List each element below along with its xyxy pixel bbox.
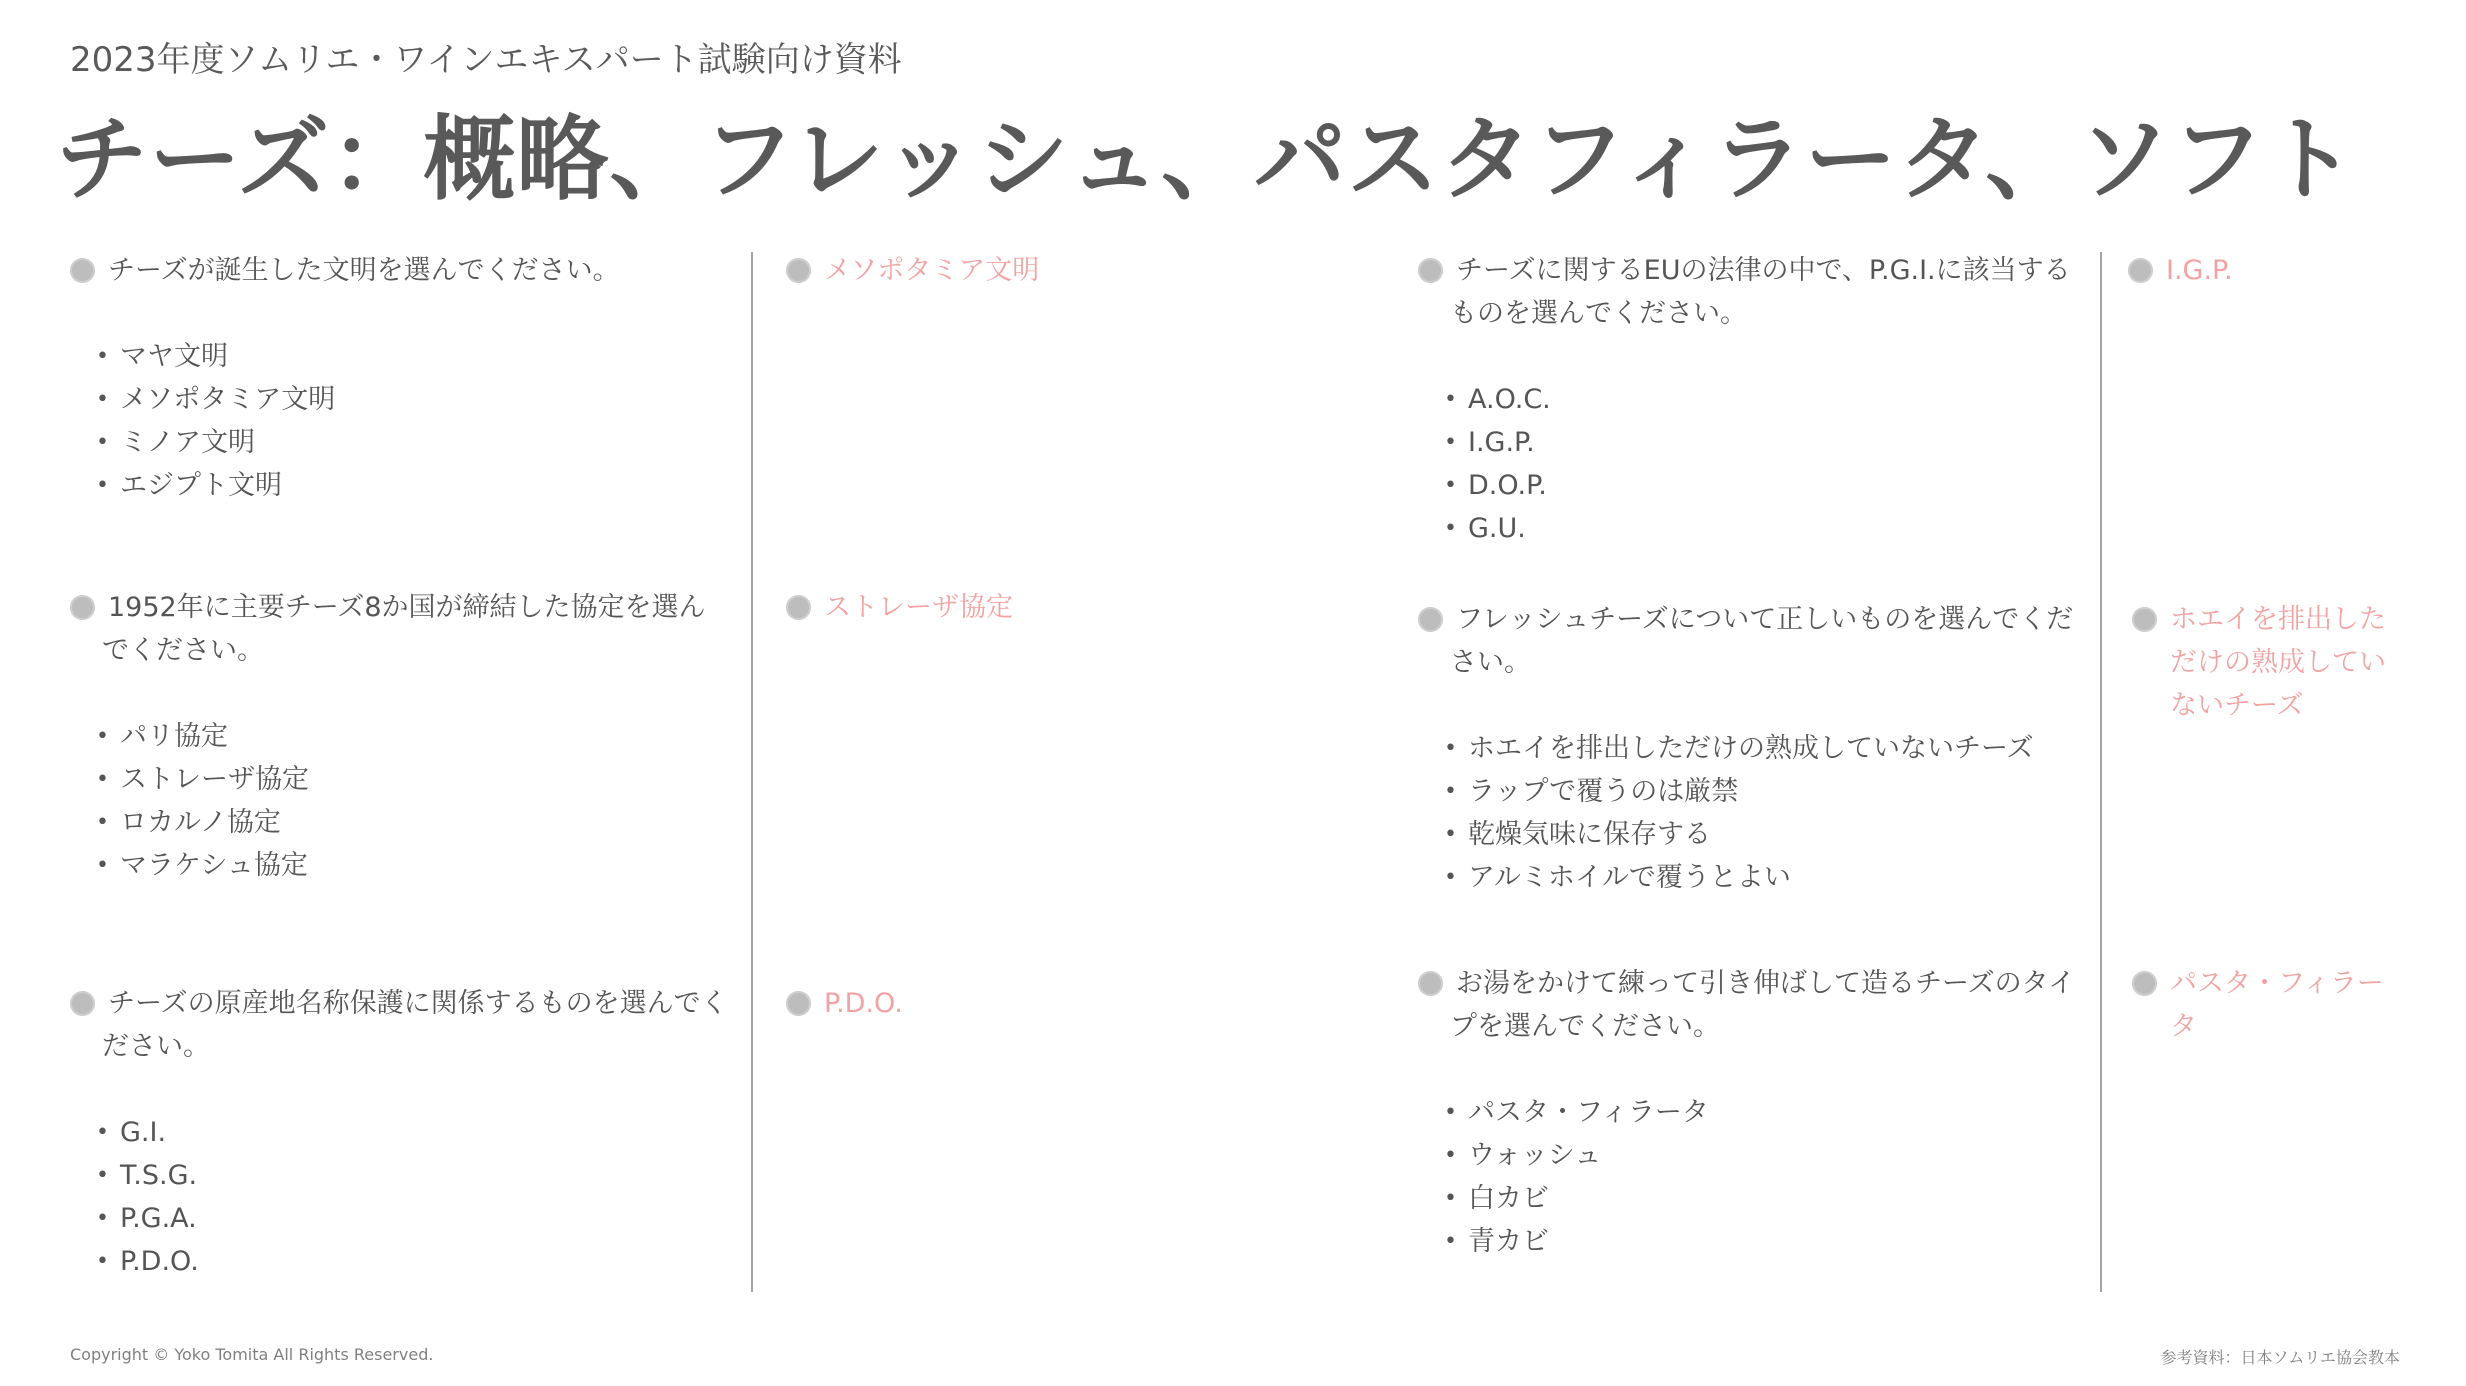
question-text: チーズの原産地名称保護に関係するものを選んでください。: [102, 988, 728, 1062]
option-item: • 白カビ: [1418, 1177, 2098, 1220]
question-bullet-icon: [70, 258, 95, 283]
question-block-3: [70, 982, 750, 1283]
answer-block-2: [786, 586, 1066, 629]
option-item: • G.U.: [1418, 507, 2088, 550]
option-item: • I.G.P.: [1418, 421, 2088, 464]
option-item: • ストレーザ協定: [70, 758, 730, 801]
options-list: [1418, 1091, 2098, 1263]
option-item: • パリ協定: [70, 715, 730, 758]
question-bullet-icon: [70, 595, 95, 620]
option-item: • ホエイを排出しただけの熟成していないチーズ: [1418, 727, 2098, 770]
option-item: • G.I.: [70, 1111, 750, 1154]
question-text: お湯をかけて練って引き伸ばして造るチーズのタイプを選んでください。: [1450, 968, 2076, 1042]
answer-block-4: [2128, 249, 2408, 292]
page-title: チーズ：概略、フレッシュ、パスタフィラータ、ソフト: [56, 106, 2358, 213]
answer-block-6: [2132, 962, 2402, 1048]
options-list: [70, 715, 730, 887]
option-item: • P.G.A.: [70, 1197, 750, 1240]
option-item: • メソポタミア文明: [70, 378, 740, 421]
question-block-4: [1418, 249, 2088, 550]
answer-text: ホエイを排出しただけの熟成していないチーズ: [2170, 604, 2386, 721]
question-text: チーズが誕生した文明を選んでください。: [108, 255, 620, 286]
copyright-notice: Copyright © Yoko Tomita All Rights Reserved.: [70, 1345, 434, 1364]
option-item: • 青カビ: [1418, 1220, 2098, 1263]
column-divider-right: [2100, 252, 2102, 1292]
answer-block-5: [2132, 598, 2412, 727]
answer-bullet-icon: [786, 991, 811, 1016]
option-item: • 乾燥気味に保存する: [1418, 813, 2098, 856]
question-block-5: [1418, 598, 2098, 899]
question-bullet-icon: [1418, 607, 1443, 632]
answer-text: I.G.P.: [2166, 255, 2233, 286]
column-divider-left: [751, 252, 753, 1292]
answer-block-3: [786, 982, 1066, 1025]
answer-bullet-icon: [2128, 258, 2153, 283]
option-item: • ロカルノ協定: [70, 801, 730, 844]
option-item: • ミノア文明: [70, 421, 740, 464]
option-item: • エジプト文明: [70, 464, 740, 507]
option-item: • A.O.C.: [1418, 378, 2088, 421]
question-bullet-icon: [70, 991, 95, 1016]
option-item: • T.S.G.: [70, 1154, 750, 1197]
answer-bullet-icon: [2132, 607, 2157, 632]
option-item: • マラケシュ協定: [70, 844, 730, 887]
question-block-2: [70, 586, 730, 887]
question-text: チーズに関するEUの法律の中で、P.G.I.に該当するものを選んでください。: [1450, 255, 2071, 329]
answer-bullet-icon: [2132, 971, 2157, 996]
question-text: 1952年に主要チーズ8か国が締結した協定を選んでください。: [102, 592, 706, 666]
option-item: • アルミホイルで覆うとよい: [1418, 856, 2098, 899]
answer-bullet-icon: [786, 595, 811, 620]
option-item: • ウォッシュ: [1418, 1134, 2098, 1177]
options-list: [70, 335, 740, 507]
option-item: • マヤ文明: [70, 335, 740, 378]
options-list: [1418, 378, 2088, 550]
options-list: [1418, 727, 2098, 899]
answer-text: P.D.O.: [824, 988, 903, 1019]
option-item: • D.O.P.: [1418, 464, 2088, 507]
question-block-1: [70, 249, 740, 507]
document-subtitle: 2023年度ソムリエ・ワインエキスパート試験向け資料: [70, 40, 902, 80]
options-list: [70, 1111, 750, 1283]
question-text: フレッシュチーズについて正しいものを選んでください。: [1450, 604, 2074, 678]
option-item: • ラップで覆うのは厳禁: [1418, 770, 2098, 813]
answer-text: ストレーザ協定: [824, 592, 1013, 623]
question-bullet-icon: [1418, 971, 1443, 996]
reference-note: 参考資料：日本ソムリエ協会教本: [2160, 1348, 2400, 1367]
question-bullet-icon: [1418, 258, 1443, 283]
option-item: • パスタ・フィラータ: [1418, 1091, 2098, 1134]
answer-block-1: [786, 249, 1066, 292]
answer-text: パスタ・フィラータ: [2170, 968, 2384, 1042]
question-block-6: [1418, 962, 2098, 1263]
option-item: • P.D.O.: [70, 1240, 750, 1283]
answer-text: メソポタミア文明: [824, 255, 1040, 286]
answer-bullet-icon: [786, 258, 811, 283]
